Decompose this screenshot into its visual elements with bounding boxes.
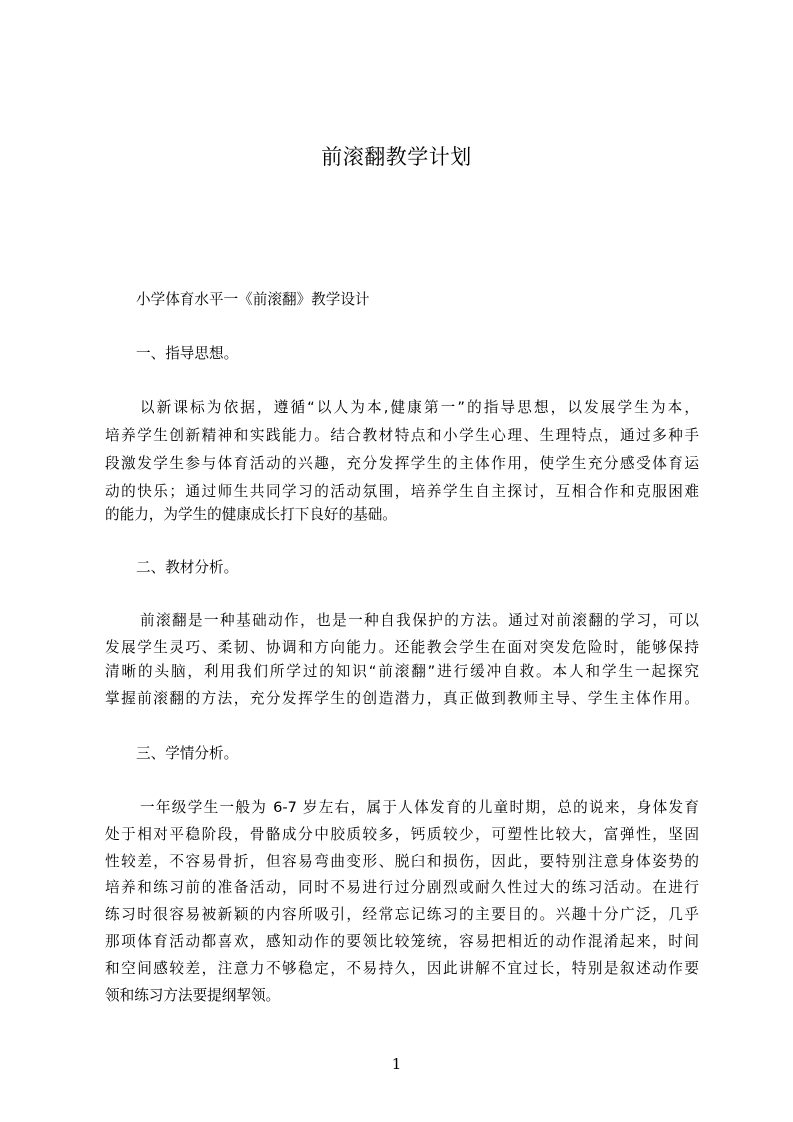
paragraph-line: 段激发学生参与体育活动的兴趣，充分发挥学生的主体作用，使学生充分感受体育运 — [105, 455, 699, 472]
paragraph-line: 培养学生创新精神和实践能力。结合教材特点和小学生心理、生理特点，通过多种手 — [105, 427, 699, 444]
paragraph-line: 发展学生灵巧、柔韧、协调和方向能力。还能教会学生在面对突发危险时，能够保持 — [105, 639, 699, 656]
paragraph-line: 性较差，不容易骨折，但容易弯曲变形、脱臼和损伤，因此，要特别注意身体姿势的 — [105, 853, 699, 870]
document-title: 前滚翻教学计划 — [321, 145, 472, 169]
paragraph-line: 一年级学生一般为 6-7 岁左右，属于人体发育的儿童时期，总的说来，身体发育 — [140, 799, 699, 816]
paragraph-line: 培养和练习前的准备活动，同时不易进行过分剧烈或耐久性过大的练习活动。在进行 — [105, 879, 699, 896]
paragraph-line: 那项体育活动都喜欢，感知动作的要领比较笼统，容易把相近的动作混淆起来，时间 — [105, 933, 699, 950]
paragraph-line: 掌握前滚翻的方法，充分发挥学生的创造潜力，真正做到教师主导、学生主体作用。 — [105, 690, 699, 707]
paragraph-line: 以新课标为依据，遵循“以人为本,健康第一”的指导思想，以发展学生为本， — [140, 399, 699, 416]
page-number: 1 — [391, 1055, 402, 1073]
paragraph-line: 处于相对平稳阶段，骨骼成分中胶质较多，钙质较少，可塑性比较大，富弹性，坚固 — [105, 826, 699, 843]
paragraph-line: 和空间感较差，注意力不够稳定，不易持久，因此讲解不宜过长，特别是叙述动作要 — [105, 960, 699, 977]
paragraph-line: 练习时很容易被新颖的内容所吸引，经常忘记练习的主要目的。兴趣十分广泛，几乎 — [105, 906, 699, 923]
section-heading-guiding-ideology: 一、指导思想。 — [136, 345, 239, 362]
paragraph-line: 前滚翻是一种基础动作，也是一种自我保护的方法。通过对前滚翻的学习，可以 — [140, 612, 699, 629]
document-subtitle: 小学体育水平一《前滚翻》教学设计 — [136, 291, 370, 308]
paragraph-line: 动的快乐；通过师生共同学习的活动氛围，培养学生自主探讨，互相合作和克服困难 — [105, 483, 699, 500]
paragraph-line: 清晰的头脑，利用我们所学过的知识“前滚翻”进行缓冲自救。本人和学生一起探究 — [105, 663, 699, 680]
paragraph-line: 领和练习方法要提纲挈领。 — [105, 987, 281, 1004]
section-heading-material-analysis: 二、教材分析。 — [136, 559, 239, 576]
paragraph-line: 的能力，为学生的健康成长打下良好的基础。 — [105, 506, 397, 523]
section-heading-student-analysis: 三、学情分析。 — [136, 745, 239, 762]
